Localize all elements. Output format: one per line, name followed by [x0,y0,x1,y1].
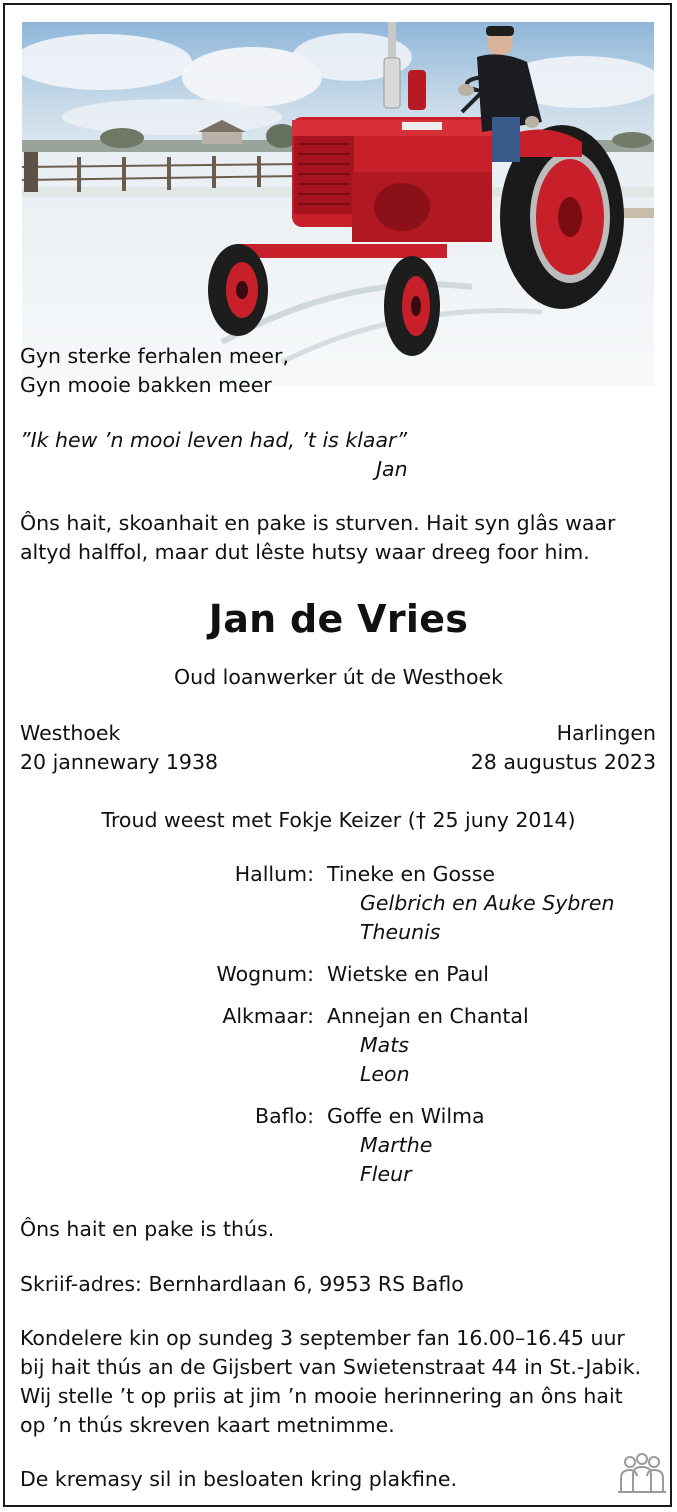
birth-date: 20 jannewary 1938 [20,750,219,774]
intro-line-1: Ôns hait, skoanhait en pake is sturven. Hait syn glâs waar [20,511,616,535]
family-grandchild: Gelbrich en Auke Sybren [360,891,615,915]
quote-text: ”Ik hew ’n mooi leven had, ’t is klaar” [20,428,408,452]
family-grandchild: Mats [360,1033,409,1057]
birth-place: Westhoek [20,721,121,745]
poem-line-2: Gyn mooie bakken meer [20,373,272,397]
family-place: Alkmaar: [222,1004,314,1028]
condolence-line-3: Wij stelle ’t op priis at jim ’n mooie herinnering an ôns hait [20,1384,623,1408]
deceased-subtitle: Oud loanwerker út de Westhoek [173,665,504,689]
address-line: Skriif-adres: Bernhardlaan 6, 9953 RS Baflo [20,1272,464,1296]
quote-author: Jan [376,457,408,481]
death-place: Harlingen [556,721,656,745]
family-grandchild: Marthe [360,1133,433,1157]
condolence-line-4: op ’n thús skreven kaart metnimme. [20,1413,395,1437]
family-relatives: Wietske en Paul [327,962,489,986]
deceased-name: Jan de Vries [208,597,469,641]
family-place: Wognum: [216,962,314,986]
family-place: Baflo: [255,1104,314,1128]
family-relatives: Goffe en Wilma [327,1104,485,1128]
family-relatives: Annejan en Chantal [327,1004,529,1028]
poem-line-1: Gyn sterke ferhalen meer, [20,344,289,368]
family-grandchild: Theunis [360,920,441,944]
death-date: 28 augustus 2023 [470,750,656,774]
family-grandchild: Fleur [360,1162,412,1186]
home-line: Ôns hait en pake is thús. [20,1217,275,1241]
spouse-line: Troud weest met Fokje Keizer († 25 juny 2014) [101,808,576,832]
family-grandchild: Leon [360,1062,410,1086]
family-place: Hallum: [234,862,314,886]
family-relatives: Tineke en Gosse [327,862,495,886]
tractor-photo [22,22,654,386]
family-logo-icon [616,1452,668,1498]
condolence-line-2: bij hait thús an de Gijsbert van Swietenstraat 44 in St.-Jabik. [20,1355,642,1379]
cremation-line: De kremasy sil in besloaten kring plakfine. [20,1467,457,1491]
condolence-line-1: Kondelere kin op sundeg 3 september fan 16.00–16.45 uur [20,1326,625,1350]
intro-line-2: altyd halffol, maar dut lêste hutsy waar dreeg foor him. [20,540,590,564]
